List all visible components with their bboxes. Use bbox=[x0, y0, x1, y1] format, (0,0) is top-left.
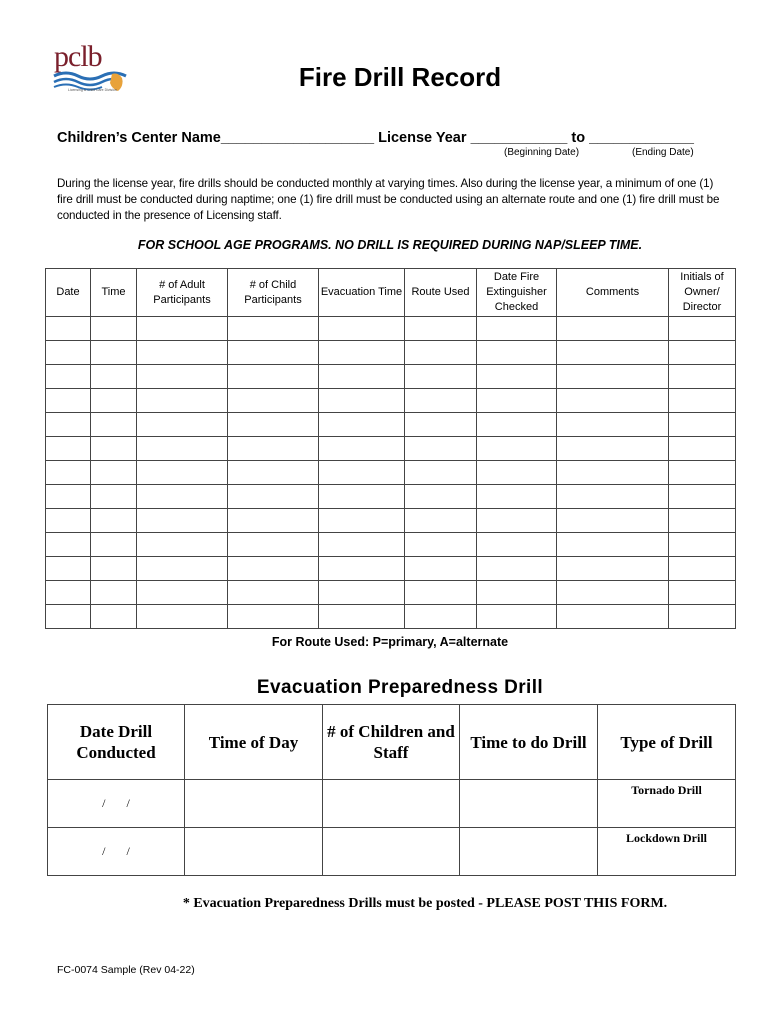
table-cell[interactable] bbox=[405, 317, 477, 341]
time-to-do-drill-cell[interactable] bbox=[460, 780, 598, 828]
table-cell[interactable] bbox=[46, 509, 91, 533]
table-cell[interactable] bbox=[91, 533, 137, 557]
table-cell[interactable] bbox=[46, 533, 91, 557]
drill-type-lockdown: Lockdown Drill bbox=[598, 828, 736, 876]
table-cell[interactable] bbox=[319, 581, 405, 605]
table-cell[interactable] bbox=[228, 581, 319, 605]
table-cell[interactable] bbox=[477, 389, 557, 413]
table-cell[interactable] bbox=[91, 509, 137, 533]
table-cell[interactable] bbox=[557, 605, 669, 629]
table-cell[interactable] bbox=[557, 341, 669, 365]
table-cell[interactable] bbox=[137, 461, 228, 485]
table-cell[interactable] bbox=[91, 485, 137, 509]
table-cell[interactable] bbox=[137, 341, 228, 365]
evac-row-tornado bbox=[48, 780, 736, 828]
table-cell[interactable] bbox=[91, 341, 137, 365]
table-row bbox=[46, 461, 736, 485]
table-cell[interactable] bbox=[228, 509, 319, 533]
fire-drill-header-row bbox=[46, 269, 736, 317]
table-row bbox=[46, 365, 736, 389]
ending-date-field[interactable]: _____________ bbox=[589, 130, 694, 146]
table-cell[interactable] bbox=[669, 389, 736, 413]
fire-drill-table bbox=[45, 268, 736, 629]
table-cell[interactable] bbox=[228, 413, 319, 437]
table-cell[interactable] bbox=[557, 557, 669, 581]
table-cell[interactable] bbox=[319, 437, 405, 461]
table-cell[interactable] bbox=[228, 533, 319, 557]
table-cell[interactable] bbox=[46, 341, 91, 365]
table-cell[interactable] bbox=[319, 509, 405, 533]
table-cell[interactable] bbox=[91, 605, 137, 629]
table-cell[interactable] bbox=[319, 389, 405, 413]
table-cell[interactable] bbox=[228, 365, 319, 389]
beginning-date-caption: (Beginning Date) bbox=[504, 147, 580, 158]
evac-row-lockdown bbox=[48, 828, 736, 876]
col-header-time-to-do-drill: Time to do Drill bbox=[460, 705, 598, 780]
fire-drill-rows bbox=[46, 317, 736, 629]
table-cell[interactable] bbox=[405, 437, 477, 461]
col-header-evacuation-time: Evacuation Time bbox=[319, 269, 405, 317]
col-header-initials: Initials of Owner/ Director bbox=[669, 269, 736, 317]
table-cell[interactable] bbox=[137, 605, 228, 629]
table-cell[interactable] bbox=[46, 581, 91, 605]
table-row bbox=[46, 317, 736, 341]
table-cell[interactable] bbox=[228, 437, 319, 461]
beginning-date-field[interactable]: ____________ bbox=[470, 130, 568, 146]
table-cell[interactable] bbox=[669, 533, 736, 557]
table-cell[interactable] bbox=[557, 317, 669, 341]
table-cell[interactable] bbox=[477, 317, 557, 341]
table-cell[interactable] bbox=[137, 317, 228, 341]
col-header-comments: Comments bbox=[557, 269, 669, 317]
date-drill-cell[interactable]: / / bbox=[48, 828, 185, 876]
table-cell[interactable] bbox=[46, 413, 91, 437]
center-info-line bbox=[57, 130, 694, 146]
table-cell[interactable] bbox=[669, 437, 736, 461]
table-cell[interactable] bbox=[477, 509, 557, 533]
table-cell[interactable] bbox=[477, 485, 557, 509]
table-cell[interactable] bbox=[46, 557, 91, 581]
table-cell[interactable] bbox=[137, 365, 228, 389]
col-header-children-and-staff: # of Children and Staff bbox=[323, 705, 460, 780]
table-row bbox=[46, 341, 736, 365]
table-cell[interactable] bbox=[557, 581, 669, 605]
center-name-field[interactable]: ___________________ bbox=[220, 130, 375, 146]
table-cell[interactable] bbox=[477, 413, 557, 437]
table-cell[interactable] bbox=[137, 437, 228, 461]
table-cell[interactable] bbox=[137, 557, 228, 581]
table-cell[interactable] bbox=[477, 461, 557, 485]
page-title: Fire Drill Record bbox=[298, 62, 502, 92]
col-header-route-used: Route Used bbox=[405, 269, 477, 317]
to-label: to bbox=[571, 130, 586, 146]
table-cell[interactable] bbox=[557, 461, 669, 485]
table-cell[interactable] bbox=[137, 389, 228, 413]
table-cell[interactable] bbox=[477, 365, 557, 389]
evac-header-row bbox=[48, 705, 736, 780]
table-cell[interactable] bbox=[405, 605, 477, 629]
table-cell[interactable] bbox=[669, 509, 736, 533]
table-cell[interactable] bbox=[319, 533, 405, 557]
logo-tagline: Licensing & Child Care Division bbox=[68, 88, 117, 92]
logo-wordmark: pclb bbox=[54, 40, 102, 73]
table-cell[interactable] bbox=[405, 581, 477, 605]
col-header-extinguisher-checked: Date Fire Extinguisher Checked bbox=[477, 269, 557, 317]
table-row bbox=[46, 605, 736, 629]
table-cell[interactable] bbox=[669, 485, 736, 509]
table-cell[interactable] bbox=[137, 413, 228, 437]
table-cell[interactable] bbox=[319, 557, 405, 581]
table-cell[interactable] bbox=[669, 557, 736, 581]
table-cell[interactable] bbox=[669, 581, 736, 605]
table-cell[interactable] bbox=[319, 317, 405, 341]
table-cell[interactable] bbox=[319, 413, 405, 437]
form-footer-code: FC-0074 Sample (Rev 04-22) bbox=[57, 964, 195, 976]
table-cell[interactable] bbox=[228, 461, 319, 485]
school-age-note: FOR SCHOOL AGE PROGRAMS. NO DRILL IS REQUIRED DURING NAP/SLEEP TIME. bbox=[137, 238, 643, 252]
intro-paragraph: During the license year, fire drills should be conducted monthly at varying times. Also during the license year, a minimum of one (1) fire drill must be conducted during naptime; one (1) fire drill must be conducted using an alternate route and one (1) fire drill must be conducted in the presence of Licensing staff. bbox=[57, 177, 720, 222]
table-cell[interactable] bbox=[319, 605, 405, 629]
table-cell[interactable] bbox=[405, 341, 477, 365]
table-row bbox=[46, 485, 736, 509]
table-cell[interactable] bbox=[557, 509, 669, 533]
table-row bbox=[46, 533, 736, 557]
table-cell[interactable] bbox=[46, 605, 91, 629]
table-cell[interactable] bbox=[137, 533, 228, 557]
table-cell[interactable] bbox=[669, 413, 736, 437]
table-cell[interactable] bbox=[46, 365, 91, 389]
col-header-time: Time bbox=[91, 269, 137, 317]
table-cell[interactable] bbox=[405, 389, 477, 413]
table-cell[interactable] bbox=[557, 437, 669, 461]
table-cell[interactable] bbox=[228, 317, 319, 341]
table-cell[interactable] bbox=[46, 485, 91, 509]
table-cell[interactable] bbox=[46, 317, 91, 341]
table-cell[interactable] bbox=[405, 557, 477, 581]
table-cell[interactable] bbox=[557, 413, 669, 437]
license-year-label: License Year bbox=[378, 130, 467, 146]
table-row bbox=[46, 509, 736, 533]
center-name-label: Children’s Center Name bbox=[57, 130, 221, 146]
time-of-day-cell[interactable] bbox=[185, 828, 323, 876]
table-cell[interactable] bbox=[669, 461, 736, 485]
table-cell[interactable] bbox=[477, 605, 557, 629]
children-staff-cell[interactable] bbox=[323, 828, 460, 876]
table-cell[interactable] bbox=[669, 605, 736, 629]
table-cell[interactable] bbox=[91, 557, 137, 581]
col-header-date: Date bbox=[46, 269, 91, 317]
table-cell[interactable] bbox=[228, 557, 319, 581]
table-cell[interactable] bbox=[405, 533, 477, 557]
table-cell[interactable] bbox=[557, 389, 669, 413]
table-cell[interactable] bbox=[669, 317, 736, 341]
table-cell[interactable] bbox=[46, 389, 91, 413]
table-cell[interactable] bbox=[319, 341, 405, 365]
table-cell[interactable] bbox=[91, 317, 137, 341]
table-cell[interactable] bbox=[91, 389, 137, 413]
table-cell[interactable] bbox=[319, 485, 405, 509]
col-header-adult-participants: # of Adult Participants bbox=[137, 269, 228, 317]
evacuation-drill-table bbox=[47, 704, 736, 876]
table-cell[interactable] bbox=[91, 413, 137, 437]
table-cell[interactable] bbox=[405, 413, 477, 437]
table-row bbox=[46, 413, 736, 437]
date-drill-cell[interactable]: / / bbox=[48, 780, 185, 828]
route-used-note: For Route Used: P=primary, A=alternate bbox=[271, 635, 509, 649]
table-cell[interactable] bbox=[477, 533, 557, 557]
table-cell[interactable] bbox=[477, 341, 557, 365]
table-cell[interactable] bbox=[557, 533, 669, 557]
table-row bbox=[46, 437, 736, 461]
table-cell[interactable] bbox=[669, 341, 736, 365]
table-cell[interactable] bbox=[137, 509, 228, 533]
table-cell[interactable] bbox=[228, 341, 319, 365]
evacuation-section-title: Evacuation Preparedness Drill bbox=[256, 677, 544, 698]
table-row bbox=[46, 389, 736, 413]
time-to-do-drill-cell[interactable] bbox=[460, 828, 598, 876]
table-cell[interactable] bbox=[477, 437, 557, 461]
col-header-time-of-day: Time of Day bbox=[185, 705, 323, 780]
time-of-day-cell[interactable] bbox=[185, 780, 323, 828]
table-cell[interactable] bbox=[91, 581, 137, 605]
drill-type-tornado: Tornado Drill bbox=[598, 780, 736, 828]
col-header-date-drill-conducted: Date Drill Conducted bbox=[48, 705, 185, 780]
table-cell[interactable] bbox=[137, 485, 228, 509]
table-cell[interactable] bbox=[319, 461, 405, 485]
table-cell[interactable] bbox=[405, 485, 477, 509]
table-cell[interactable] bbox=[228, 485, 319, 509]
table-cell[interactable] bbox=[91, 437, 137, 461]
table-cell[interactable] bbox=[477, 581, 557, 605]
table-cell[interactable] bbox=[46, 461, 91, 485]
col-header-child-participants: # of Child Participants bbox=[228, 269, 319, 317]
table-cell[interactable] bbox=[228, 605, 319, 629]
table-cell[interactable] bbox=[405, 461, 477, 485]
col-header-type-of-drill: Type of Drill bbox=[598, 705, 736, 780]
post-form-note: * Evacuation Preparedness Drills must be posted - PLEASE POST THIS FORM. bbox=[182, 896, 668, 911]
children-staff-cell[interactable] bbox=[323, 780, 460, 828]
table-row bbox=[46, 581, 736, 605]
table-cell[interactable] bbox=[319, 365, 405, 389]
table-cell[interactable] bbox=[477, 557, 557, 581]
ending-date-caption: (Ending Date) bbox=[632, 147, 694, 158]
table-cell[interactable] bbox=[137, 581, 228, 605]
table-cell[interactable] bbox=[91, 365, 137, 389]
table-cell[interactable] bbox=[228, 389, 319, 413]
table-cell[interactable] bbox=[557, 485, 669, 509]
table-cell[interactable] bbox=[405, 509, 477, 533]
table-cell[interactable] bbox=[46, 437, 91, 461]
table-cell[interactable] bbox=[669, 365, 736, 389]
table-row bbox=[46, 557, 736, 581]
table-cell[interactable] bbox=[91, 461, 137, 485]
table-cell[interactable] bbox=[405, 365, 477, 389]
table-cell[interactable] bbox=[557, 365, 669, 389]
